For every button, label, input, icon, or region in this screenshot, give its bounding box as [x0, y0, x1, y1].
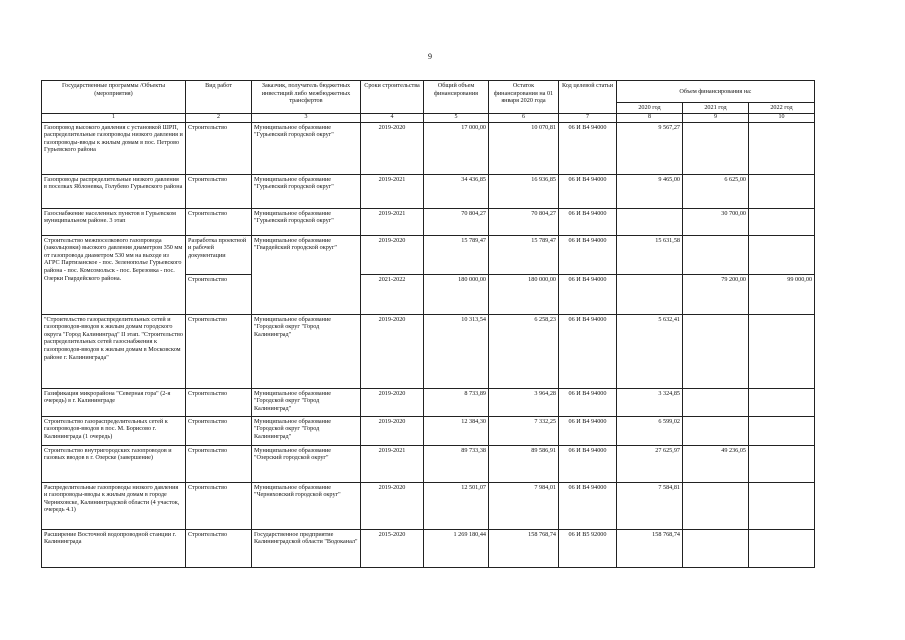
y2021-cell	[683, 482, 749, 529]
total-cell: 17 000,00	[424, 122, 489, 174]
col-number: 4	[361, 113, 424, 122]
remainder-cell: 6 258,23	[489, 314, 559, 388]
y2022-cell	[749, 482, 815, 529]
customer-cell: Муниципальное образование "Черняховский городской округ"	[252, 482, 361, 529]
remainder-cell: 7 984,01	[489, 482, 559, 529]
period-cell: 2019-2020	[361, 482, 424, 529]
customer-cell: Муниципальное образование "Гурьевский городской округ"	[252, 122, 361, 174]
y2022-cell	[749, 529, 815, 567]
object-cell: Строительство межпоселкового газопровода (закольцовки) высокого давления диаметром 350 мм от газопровода диаметром 530 мм на выходе из АГРС Партизанское - пос. Зеленополье Гурьевского района - пос. Комсомольск - пос. Березовка - пос. Озерки Гвардейского района.	[42, 235, 186, 314]
y2021-cell: 49 236,05	[683, 445, 749, 482]
col-number: 2	[186, 113, 252, 122]
code-cell: 06 И В4 94000	[559, 388, 617, 416]
remainder-cell: 7 332,25	[489, 416, 559, 445]
y2022-cell	[749, 174, 815, 208]
table-row	[42, 235, 815, 274]
remainder-cell: 89 586,91	[489, 445, 559, 482]
code-cell: 06 И В4 94000	[559, 274, 617, 314]
customer-cell: Муниципальное образование "Городской округ "Город Калининград"	[252, 388, 361, 416]
header-work-type: Вид работ	[186, 81, 252, 114]
y2021-cell: 6 625,00	[683, 174, 749, 208]
y2020-cell: 9 567,27	[617, 122, 683, 174]
customer-cell: Государственное предприятие Калининградской области "Водоканал"	[252, 529, 361, 567]
table-row	[42, 208, 815, 235]
object-cell: Газоснабжение населенных пунктов в Гурьевском муниципальном районе. 3 этап	[42, 208, 186, 235]
code-cell: 06 И В4 94000	[559, 482, 617, 529]
remainder-cell: 16 936,85	[489, 174, 559, 208]
y2020-cell: 27 625,97	[617, 445, 683, 482]
customer-cell: Муниципальное образование "Городской округ "Город Калининград"	[252, 416, 361, 445]
header-customer: Заказчик, получатель бюджетных инвестиций либо межбюджетных трансфертов	[252, 81, 361, 114]
period-cell: 2019-2020	[361, 235, 424, 274]
total-cell: 12 384,30	[424, 416, 489, 445]
period-cell: 2019-2021	[361, 174, 424, 208]
table-row	[42, 416, 815, 445]
y2022-cell	[749, 235, 815, 274]
customer-cell: Муниципальное образование "Гвардейский городской округ"	[252, 235, 361, 314]
object-cell: Газификация микрорайона "Северная гора" (2-я очередь) в г. Калининграде	[42, 388, 186, 416]
object-cell: Расширение Восточной водопроводной станции г. Калининграда	[42, 529, 186, 567]
col-number: 8	[617, 113, 683, 122]
total-cell: 70 804,27	[424, 208, 489, 235]
col-number: 3	[252, 113, 361, 122]
period-cell: 2021-2022	[361, 274, 424, 314]
y2022-cell: 99 000,00	[749, 274, 815, 314]
page-number: 9	[428, 52, 432, 61]
work-cell: Строительство	[186, 274, 252, 314]
y2021-cell	[683, 529, 749, 567]
code-cell: 06 И В4 94000	[559, 208, 617, 235]
period-cell: 2019-2020	[361, 388, 424, 416]
total-cell: 180 000,00	[424, 274, 489, 314]
header-2021: 2021 год	[683, 103, 749, 114]
header-remainder: Остаток финансирования на 01 января 2020 года	[489, 81, 559, 114]
col-number: 6	[489, 113, 559, 122]
code-cell: 06 И В4 94000	[559, 235, 617, 274]
work-cell: Строительство	[186, 388, 252, 416]
financing-table	[41, 80, 815, 568]
y2022-cell	[749, 314, 815, 388]
period-cell: 2019-2020	[361, 122, 424, 174]
total-cell: 12 501,07	[424, 482, 489, 529]
y2022-cell	[749, 122, 815, 174]
table-row	[42, 482, 815, 529]
y2020-cell: 6 599,02	[617, 416, 683, 445]
work-cell: Строительство	[186, 482, 252, 529]
object-cell: Строительство газораспределительных сетей к газопроводов-вводов в пос. М. Борисово г. Калининграда (1 очередь)	[42, 416, 186, 445]
header-volume: Объем финансирования на:	[617, 81, 815, 103]
y2020-cell: 15 631,58	[617, 235, 683, 274]
y2020-cell: 3 324,85	[617, 388, 683, 416]
total-cell: 15 789,47	[424, 235, 489, 274]
header-2020: 2020 год	[617, 103, 683, 114]
total-cell: 10 313,54	[424, 314, 489, 388]
y2020-cell: 7 584,81	[617, 482, 683, 529]
table-row	[42, 388, 815, 416]
y2020-cell: 5 632,41	[617, 314, 683, 388]
customer-cell: Муниципальное образование "Гурьевский городской округ"	[252, 208, 361, 235]
work-cell: Разработка проектной и рабочей документации	[186, 235, 252, 274]
header-2022: 2022 год	[749, 103, 815, 114]
work-cell: Строительство	[186, 529, 252, 567]
work-cell: Строительство	[186, 314, 252, 388]
table-row	[42, 445, 815, 482]
y2022-cell	[749, 445, 815, 482]
y2022-cell	[749, 208, 815, 235]
object-cell: Строительство внутригородских газопроводов и газовых вводов в г. Озерске (завершение)	[42, 445, 186, 482]
col-number: 7	[559, 113, 617, 122]
total-cell: 1 269 180,44	[424, 529, 489, 567]
remainder-cell: 10 070,81	[489, 122, 559, 174]
object-cell: "Строительство газораспределительных сетей и газопроводов-вводов к жилым домам городского округа "Город Калининград" II этап. "Строительство распределительных сетей газоснабжения к газопроводов-вводов к жилым домам в Московском районе г. Калининграда"	[42, 314, 186, 388]
table-row	[42, 314, 815, 388]
code-cell: 06 И В4 94000	[559, 122, 617, 174]
table-row	[42, 174, 815, 208]
header-programs: Государственные программы /Объекты (мероприятия)	[42, 81, 186, 114]
customer-cell: Муниципальное образование "Гурьевский городской округ"	[252, 174, 361, 208]
remainder-cell: 180 000,00	[489, 274, 559, 314]
y2021-cell	[683, 122, 749, 174]
work-cell: Строительство	[186, 122, 252, 174]
y2022-cell	[749, 416, 815, 445]
header-period: Сроки строительства	[361, 81, 424, 114]
y2021-cell	[683, 235, 749, 274]
y2022-cell	[749, 388, 815, 416]
code-cell: 06 И В4 94000	[559, 174, 617, 208]
work-cell: Строительство	[186, 208, 252, 235]
period-cell: 2019-2020	[361, 416, 424, 445]
total-cell: 8 733,89	[424, 388, 489, 416]
work-cell: Строительство	[186, 174, 252, 208]
code-cell: 06 И В5 92000	[559, 529, 617, 567]
work-cell: Строительство	[186, 445, 252, 482]
remainder-cell: 70 804,27	[489, 208, 559, 235]
remainder-cell: 3 964,28	[489, 388, 559, 416]
y2021-cell: 30 700,00	[683, 208, 749, 235]
period-cell: 2019-2021	[361, 445, 424, 482]
header-code: Код целевой статьи	[559, 81, 617, 114]
table-row	[42, 122, 815, 174]
customer-cell: Муниципальное образование "Городской округ "Город Калининград"	[252, 314, 361, 388]
y2021-cell: 79 200,00	[683, 274, 749, 314]
object-cell: Газопровод высокого давления с установкой ШРП, распределительные газопроводы низкого давления и газопроводы-вводы к жилым домам в пос. Петрово Гурьевского района	[42, 122, 186, 174]
period-cell: 2019-2021	[361, 208, 424, 235]
total-cell: 34 436,85	[424, 174, 489, 208]
y2020-cell	[617, 208, 683, 235]
y2020-cell: 158 768,74	[617, 529, 683, 567]
col-number: 5	[424, 113, 489, 122]
header-total: Общий объем финансирования	[424, 81, 489, 114]
table-row	[42, 529, 815, 567]
code-cell: 06 И В4 94000	[559, 314, 617, 388]
col-number: 10	[749, 113, 815, 122]
object-cell: Газопроводы распределительные низкого давления в поселках Яблоневка, Голубево Гурьевского района	[42, 174, 186, 208]
col-number: 1	[42, 113, 186, 122]
code-cell: 06 И В4 94000	[559, 445, 617, 482]
period-cell: 2015-2020	[361, 529, 424, 567]
remainder-cell: 158 768,74	[489, 529, 559, 567]
y2021-cell	[683, 388, 749, 416]
object-cell: Распределительные газопроводы низкого давления и газопроводы-вводы к жилым домам в городе Черняховске, Калининградской области (4 участок, очередь 4.1)	[42, 482, 186, 529]
customer-cell: Муниципальное образование "Озерский городской округ"	[252, 445, 361, 482]
remainder-cell: 15 789,47	[489, 235, 559, 274]
code-cell: 06 И В4 94000	[559, 416, 617, 445]
col-number: 9	[683, 113, 749, 122]
y2021-cell	[683, 416, 749, 445]
total-cell: 89 733,38	[424, 445, 489, 482]
y2020-cell	[617, 274, 683, 314]
y2021-cell	[683, 314, 749, 388]
work-cell: Строительство	[186, 416, 252, 445]
period-cell: 2019-2020	[361, 314, 424, 388]
y2020-cell: 9 465,00	[617, 174, 683, 208]
